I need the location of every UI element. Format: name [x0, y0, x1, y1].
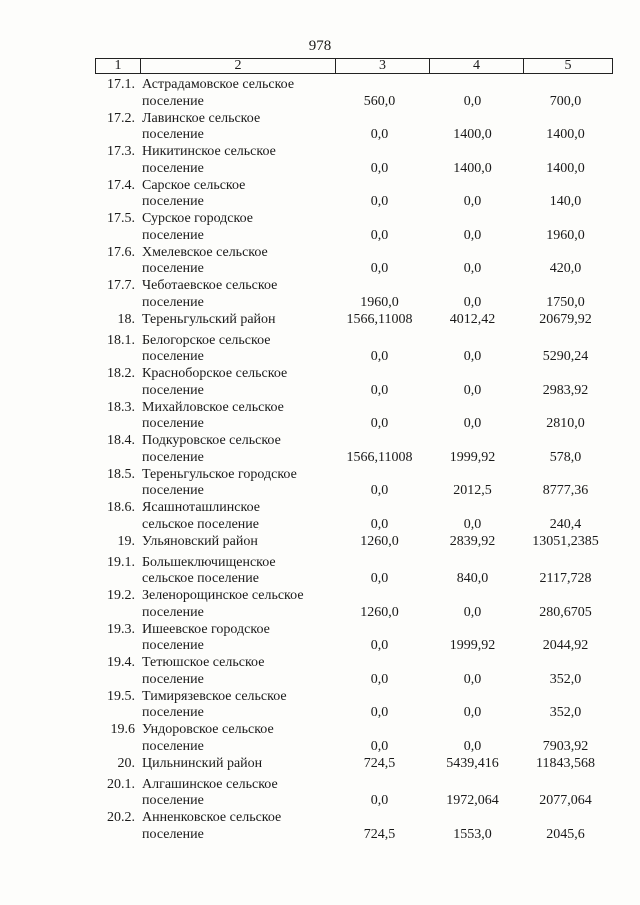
row-value-col3: 0,0: [370, 705, 389, 720]
row-value-col5: 2044,92: [542, 638, 589, 653]
row-value-col5: 13051,2385: [532, 533, 599, 549]
row-name: [142, 555, 342, 588]
row-value-col3: 724,5: [363, 755, 396, 771]
row-value-col5: 7903,92: [542, 738, 589, 754]
row-value-col5: 420,0: [549, 261, 582, 276]
row-number: 17.7.: [107, 278, 135, 293]
table-row: [95, 588, 613, 622]
table-row: [95, 77, 613, 111]
row-name-line: Ульяновский район: [142, 533, 258, 549]
row-name: [142, 77, 342, 110]
row-value-col3: 0,0: [370, 483, 389, 498]
row-value-col4: 1972,064: [446, 793, 499, 808]
row-number: 18.3.: [107, 399, 135, 415]
column-header-3: 3: [335, 59, 429, 73]
row-name: [142, 622, 342, 655]
row-number: 17.3.: [107, 144, 135, 159]
row-name-line: поселение: [142, 294, 204, 310]
row-name-line: Михайловское сельское: [142, 399, 284, 415]
table-row: [95, 144, 613, 178]
row-number: 19.2.: [107, 588, 135, 603]
row-value-col4: 1400,0: [453, 127, 492, 142]
row-value-col4: 0,0: [463, 93, 482, 109]
table-row: [95, 467, 613, 501]
row-value-col3: 0,0: [370, 793, 389, 808]
table-row: [95, 312, 613, 333]
row-name: [142, 534, 342, 551]
row-value-col4: 0,0: [463, 738, 482, 754]
row-name-line: поселение: [142, 483, 204, 498]
row-name-line: поселение: [142, 416, 204, 431]
row-value-col4: 0,0: [463, 382, 482, 398]
row-value-col5: 1400,0: [546, 127, 585, 142]
row-value-col4: 5439,416: [446, 755, 499, 771]
table-row: [95, 433, 613, 467]
column-header-2: 2: [140, 59, 335, 73]
row-name-line: поселение: [142, 604, 204, 620]
row-name-line: Хмелевское сельское: [142, 244, 268, 260]
row-name: [142, 144, 342, 177]
row-value-col3: 1260,0: [360, 604, 399, 620]
table-row: [95, 534, 613, 555]
row-number: 17.5.: [107, 211, 135, 226]
row-name-line: Чеботаевское сельское: [142, 278, 278, 293]
table-row: [95, 278, 613, 312]
row-name-line: поселение: [142, 449, 204, 465]
row-value-col5: 2077,064: [539, 793, 592, 808]
table-row: [95, 400, 613, 434]
row-value-col4: 1553,0: [453, 826, 492, 842]
row-number: 17.2.: [107, 110, 135, 126]
row-value-col4: 0,0: [463, 516, 482, 532]
row-value-col3: 1566,11008: [346, 449, 413, 465]
row-value-col3: 0,0: [370, 516, 389, 532]
row-name-line: поселение: [142, 261, 204, 276]
row-name-line: Алгашинское сельское: [142, 776, 278, 792]
row-value-col5: 1960,0: [546, 227, 585, 243]
table-row: [95, 777, 613, 811]
row-number: 17.6.: [107, 244, 135, 260]
row-value-col5: 352,0: [549, 671, 582, 687]
row-value-col3: 0,0: [370, 571, 389, 586]
row-number: 19.: [117, 533, 135, 549]
row-value-col4: 0,0: [463, 294, 482, 310]
row-value-col5: 140,0: [549, 194, 582, 209]
row-number: 19.3.: [107, 621, 135, 637]
page-number: 978: [308, 38, 332, 54]
row-value-col5: 2810,0: [546, 416, 585, 431]
row-name-line: поселение: [142, 93, 204, 109]
table-row: [95, 333, 613, 367]
row-name-line: поселение: [142, 382, 204, 398]
row-number: 18.2.: [107, 366, 135, 381]
row-name: [142, 722, 342, 755]
row-value-col4: 0,0: [463, 671, 482, 687]
column-header-5: 5: [523, 59, 612, 73]
table-row: [95, 810, 613, 844]
row-name: [142, 777, 342, 810]
row-value-col5: 1750,0: [546, 294, 585, 310]
row-value-col4: 0,0: [463, 227, 482, 243]
row-name: [142, 467, 342, 500]
row-value-col3: 1260,0: [360, 533, 399, 549]
row-value-col3: 0,0: [370, 227, 389, 243]
row-value-col5: 1400,0: [546, 160, 585, 176]
row-value-col3: 0,0: [370, 738, 389, 754]
row-value-col4: 0,0: [463, 261, 482, 276]
row-name: [142, 500, 342, 533]
row-name-line: Подкуровское сельское: [142, 433, 281, 448]
row-value-col3: 0,0: [370, 382, 389, 398]
table-row: [95, 500, 613, 534]
row-value-col3: 0,0: [370, 671, 389, 687]
row-name-line: поселение: [142, 793, 204, 808]
row-number: 17.4.: [107, 177, 135, 193]
row-value-col4: 1999,92: [449, 449, 496, 465]
row-name: [142, 312, 342, 329]
row-number: 19.5.: [107, 688, 135, 704]
row-value-col5: 5290,24: [542, 349, 589, 364]
row-name-line: поселение: [142, 227, 204, 243]
row-value-col5: 2045,6: [546, 826, 585, 842]
row-name-line: поселение: [142, 349, 204, 364]
row-name-line: Никитинское сельское: [142, 144, 276, 159]
row-value-col4: 2839,92: [449, 533, 496, 549]
row-value-col3: 0,0: [370, 194, 389, 209]
row-name: [142, 756, 342, 773]
row-value-col5: 578,0: [549, 449, 582, 465]
row-name-line: поселение: [142, 671, 204, 687]
row-number: 18.5.: [107, 466, 135, 482]
row-name-line: поселение: [142, 705, 204, 720]
row-value-col3: 724,5: [363, 826, 396, 842]
row-value-col3: 0,0: [370, 349, 389, 364]
row-name-line: поселение: [142, 127, 204, 142]
row-value-col4: 4012,42: [449, 311, 496, 327]
row-number: 20.: [117, 755, 135, 771]
table-row: [95, 655, 613, 689]
row-name-line: поселение: [142, 160, 204, 176]
row-name-line: Ясашноташлинское: [142, 500, 260, 515]
row-number: 18.1.: [107, 332, 135, 348]
table-body: [95, 77, 613, 844]
table-row: [95, 245, 613, 279]
row-value-col4: 0,0: [463, 194, 482, 209]
row-name-line: поселение: [142, 826, 204, 842]
table-header: [95, 58, 613, 74]
row-name: [142, 333, 342, 366]
row-name-line: Большеключищенское: [142, 554, 276, 570]
row-name-line: сельское поселение: [142, 516, 259, 532]
row-value-col5: 8777,36: [542, 483, 589, 498]
row-name-line: Анненковское сельское: [142, 810, 282, 825]
row-name-line: Сарское сельское: [142, 177, 246, 193]
row-name-line: поселение: [142, 738, 204, 754]
row-value-col5: 240,4: [549, 516, 582, 532]
row-value-col5: 20679,92: [539, 311, 592, 327]
table-row: [95, 756, 613, 777]
row-name: [142, 111, 342, 144]
row-value-col5: 352,0: [549, 705, 582, 720]
table-row: [95, 178, 613, 212]
row-number: 18.6.: [107, 500, 135, 515]
row-name-line: сельское поселение: [142, 571, 259, 586]
row-value-col4: 2012,5: [453, 483, 492, 498]
row-name-line: Ундоровское сельское: [142, 722, 274, 737]
row-value-col3: 0,0: [370, 638, 389, 653]
table-row: [95, 111, 613, 145]
row-value-col5: 11843,568: [536, 755, 595, 771]
row-value-col5: 280,6705: [539, 604, 592, 620]
row-name: [142, 278, 342, 311]
row-number: 18.: [117, 311, 135, 327]
row-name-line: Ишеевское городское: [142, 621, 270, 637]
row-name: [142, 810, 342, 843]
row-name: [142, 245, 342, 278]
row-value-col3: 0,0: [370, 127, 389, 142]
row-name-line: Тетюшское сельское: [142, 655, 265, 670]
row-name-line: Сурское городское: [142, 211, 253, 226]
row-number: 19.4.: [107, 655, 135, 670]
row-value-col3: 0,0: [370, 261, 389, 276]
table-row: [95, 555, 613, 589]
row-name-line: поселение: [142, 638, 204, 653]
row-value-col4: 0,0: [463, 705, 482, 720]
row-value-col5: 2117,728: [539, 571, 592, 586]
row-value-col4: 1999,92: [449, 638, 496, 653]
row-value-col4: 840,0: [456, 571, 489, 586]
row-name-line: Тереньгульский район: [142, 311, 276, 327]
row-value-col4: 0,0: [463, 349, 482, 364]
row-name-line: Тимирязевское сельское: [142, 688, 287, 704]
row-name-line: Цильнинский район: [142, 755, 263, 771]
column-header-1: 1: [114, 58, 122, 73]
row-name-line: Тереньгульское городское: [142, 466, 297, 482]
row-number: 20.2.: [107, 810, 135, 825]
row-name-line: Красноборское сельское: [142, 366, 288, 381]
row-name-line: Астрадамовское сельское: [142, 77, 295, 92]
row-number: 19.1.: [107, 554, 135, 570]
row-name: [142, 689, 342, 722]
row-number: 17.1.: [107, 77, 135, 92]
row-name: [142, 178, 342, 211]
table-row: [95, 689, 613, 723]
table-row: [95, 211, 613, 245]
row-name: [142, 211, 342, 244]
row-number: 19.6: [110, 722, 135, 737]
row-number: 20.1.: [107, 776, 135, 792]
row-name: [142, 588, 342, 621]
row-name: [142, 655, 342, 688]
row-name-line: Белогорское сельское: [142, 332, 271, 348]
table-row: [95, 366, 613, 400]
row-name: [142, 366, 342, 399]
row-name: [142, 400, 342, 433]
row-value-col5: 2983,92: [542, 382, 589, 398]
table-row: [95, 622, 613, 656]
row-value-col3: 0,0: [370, 160, 389, 176]
row-value-col3: 1566,11008: [346, 311, 413, 327]
row-name: [142, 433, 342, 466]
row-value-col4: 1400,0: [453, 160, 492, 176]
column-header-4: 4: [429, 59, 523, 73]
row-value-col3: 0,0: [370, 416, 389, 431]
row-value-col3: 1960,0: [360, 294, 399, 310]
row-value-col5: 700,0: [549, 93, 582, 109]
row-value-col3: 560,0: [363, 93, 396, 109]
table-row: [95, 722, 613, 756]
row-number: 18.4.: [107, 433, 135, 448]
row-name-line: Лавинское сельское: [142, 110, 261, 126]
row-value-col4: 0,0: [463, 604, 482, 620]
row-name-line: поселение: [142, 194, 204, 209]
row-name-line: Зеленорощинское сельское: [142, 588, 304, 603]
row-value-col4: 0,0: [463, 416, 482, 431]
